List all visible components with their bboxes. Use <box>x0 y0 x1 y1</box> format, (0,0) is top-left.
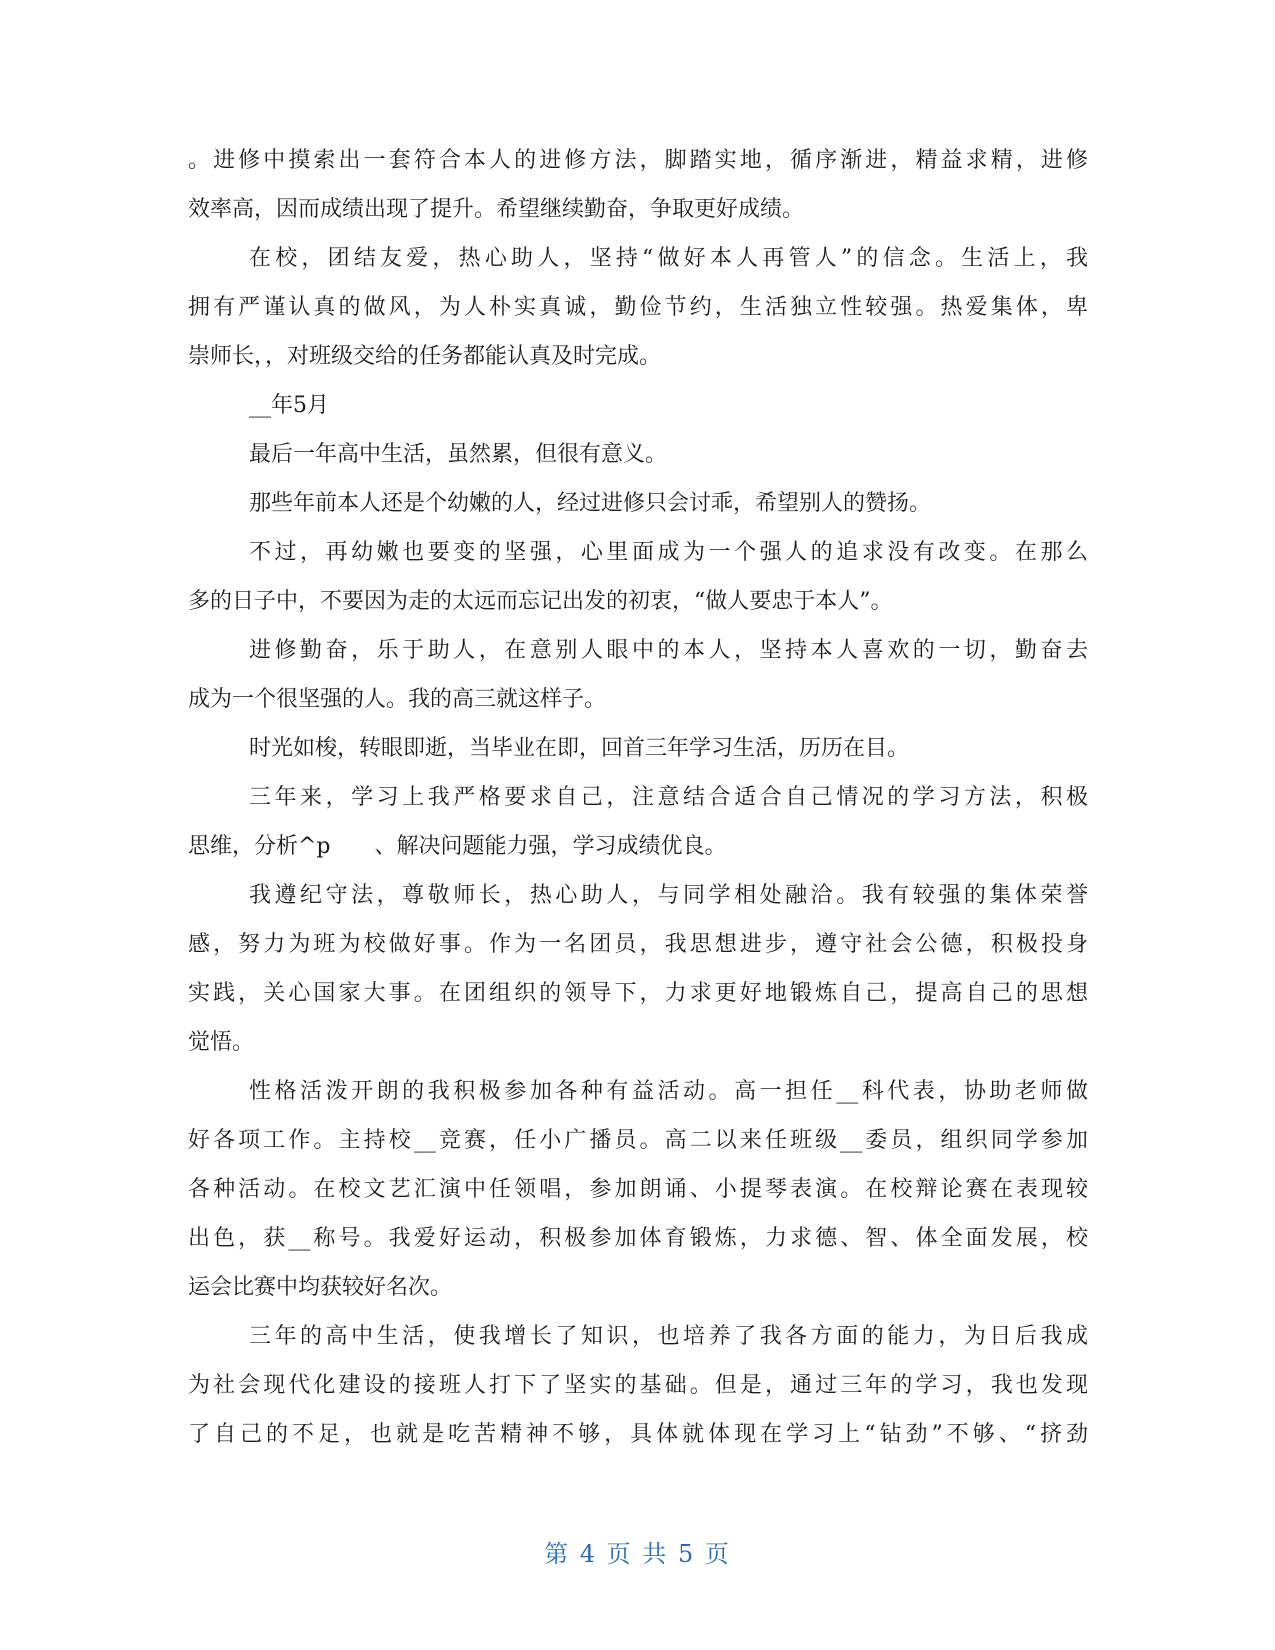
paragraph-line: 拥有严谨认真的做风，为人朴实真诚，勤俭节约，生活独立性较强。热爱集体，卑 <box>188 295 1088 320</box>
paragraph-line: 了自己的不足，也就是吃苦精神不够，具体就体现在学习上“钻劲”不够、“挤劲 <box>188 1422 1088 1447</box>
paragraph-line: 出色，获__称号。我爱好运动，积极参加体育锻炼，力求德、智、体全面发展，校 <box>188 1226 1088 1251</box>
document-body <box>188 146 1088 1450</box>
paragraph-line: 效率高，因而成绩出现了提升。希望继续勤奋，争取更好成绩。 <box>188 197 805 222</box>
paragraph-line: 性格活泼开朗的我积极参加各种有益活动。高一担任__科代表，协助老师做 <box>249 1079 1088 1104</box>
paragraph-line: 思维，分析^p 、解决问题能力强，学习成绩优良。 <box>188 834 727 859</box>
paragraph-line: 为社会现代化建设的接班人打下了坚实的基础。但是，通过三年的学习，我也发现 <box>188 1373 1088 1398</box>
paragraph-line: 觉悟。 <box>188 1030 255 1055</box>
paragraph-line: 感，努力为班为校做好事。作为一名团员，我思想进步，遵守社会公德，积极投身 <box>188 932 1088 957</box>
paragraph-line: 运会比赛中均获较好名次。 <box>188 1275 453 1300</box>
paragraph-line: 崇师长，，对班级交给的任务都能认真及时完成。 <box>188 344 662 369</box>
date-line: __年5月 <box>249 393 329 418</box>
paragraph-line: 三年来，学习上我严格要求自己，注意结合适合自己情况的学习方法，积极 <box>249 785 1088 810</box>
paragraph-line: 进修勤奋，乐于助人，在意别人眼中的本人，坚持本人喜欢的一切，勤奋去 <box>249 638 1088 663</box>
paragraph-line: 。进修中摸索出一套符合本人的进修方法，脚踏实地，循序渐进，精益求精，进修 <box>188 148 1088 173</box>
paragraph-line: 时光如梭，转眼即逝，当毕业在即，回首三年学习生活，历历在目。 <box>249 736 910 761</box>
paragraph-line: 实践，关心国家大事。在团组织的领导下，力求更好地锻炼自己，提高自己的思想 <box>188 981 1088 1006</box>
page-number-footer: 第 4 页 共 5 页 <box>544 1540 731 1568</box>
paragraph-line: 我遵纪守法，尊敬师长，热心助人，与同学相处融洽。我有较强的集体荣誉 <box>249 883 1088 908</box>
paragraph-line: 各种活动。在校文艺汇演中任领唱，参加朗诵、小提琴表演。在校辩论赛在表现较 <box>188 1177 1088 1202</box>
paragraph-line: 成为一个很坚强的人。我的高三就这样子。 <box>188 687 607 712</box>
paragraph-line: 三年的高中生活，使我增长了知识，也培养了我各方面的能力，为日后我成 <box>249 1324 1088 1349</box>
paragraph-line: 好各项工作。主持校__竞赛，任小广播员。高二以来任班级__委员，组织同学参加 <box>188 1128 1088 1153</box>
paragraph-line: 多的日子中，不要因为走的太远而忘记出发的初衷，“做人要忠于本人”。 <box>188 589 893 614</box>
paragraph-line: 最后一年高中生活，虽然累，但很有意义。 <box>249 442 668 467</box>
paragraph-line: 那些年前本人还是个幼嫩的人，经过进修只会讨乖，希望别人的赞扬。 <box>249 491 932 516</box>
paragraph-line: 不过，再幼嫩也要变的坚强，心里面成为一个强人的追求没有改变。在那么 <box>249 540 1088 565</box>
paragraph-line: 在校，团结友爱，热心助人，坚持“做好本人再管人”的信念。生活上，我 <box>249 246 1088 271</box>
